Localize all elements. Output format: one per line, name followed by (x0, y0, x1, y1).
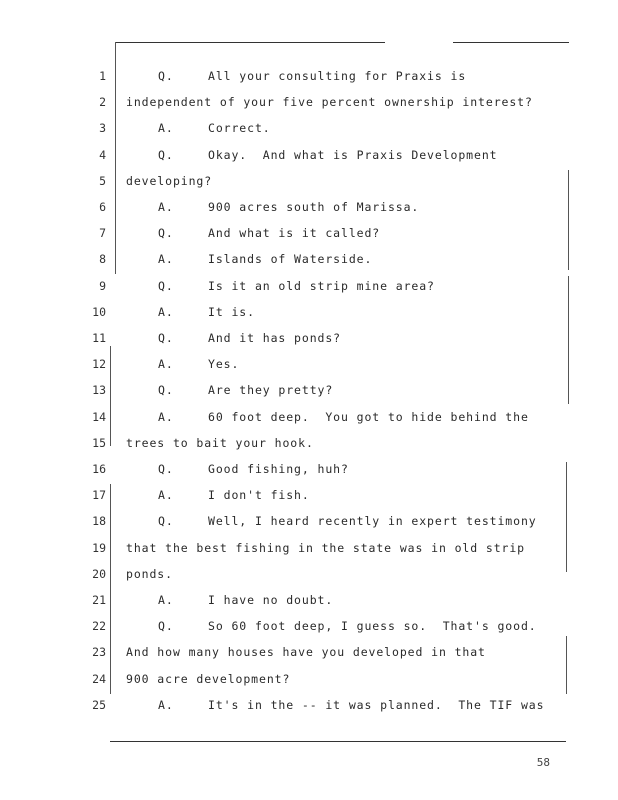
transcript-line (0, 302, 618, 328)
line-number: 4 (99, 147, 106, 162)
transcript-line (0, 564, 618, 590)
line-number: 17 (92, 488, 106, 503)
testimony-text: And how many houses have you developed in that (126, 645, 486, 660)
testimony-text: It is. (208, 304, 255, 319)
line-number: 11 (92, 331, 106, 345)
testimony-text: Are they pretty? (208, 383, 334, 398)
transcript-line (0, 145, 618, 171)
bottom-border (110, 741, 566, 742)
line-number: 23 (92, 645, 106, 660)
transcript-line (0, 354, 618, 380)
speaker-label: Q. (158, 278, 174, 293)
speaker-label: Q. (158, 226, 174, 241)
speaker-label: Q. (158, 514, 174, 529)
testimony-text: that the best fishing in the state was in old strip (126, 540, 526, 555)
testimony-text: Good fishing, huh? (208, 462, 349, 476)
speaker-label: A. (158, 697, 174, 712)
transcript-line (0, 616, 618, 642)
line-number: 14 (92, 409, 106, 424)
line-text (158, 488, 310, 502)
speaker-label: A. (158, 200, 174, 214)
testimony-text: independent of your five percent ownership interest? (126, 95, 533, 110)
transcript-line (0, 695, 618, 721)
line-text (158, 121, 271, 135)
transcript-line (0, 171, 618, 197)
page-number: 58 (536, 756, 550, 769)
line-text (158, 305, 255, 319)
testimony-text: And it has ponds? (208, 331, 342, 345)
line-number: 15 (92, 435, 106, 450)
line-number: 2 (99, 95, 106, 110)
transcript-line (0, 433, 618, 459)
line-text (158, 462, 349, 476)
testimony-text: 60 foot deep. You got to hide behind the (208, 409, 529, 424)
transcript-line (0, 669, 618, 695)
line-text (158, 148, 497, 162)
line-text (158, 226, 380, 240)
top-border-left (115, 42, 385, 43)
line-number: 16 (92, 462, 106, 476)
line-text (158, 69, 466, 83)
line-text (158, 331, 341, 345)
transcript-line (0, 118, 618, 144)
top-border-right (453, 42, 569, 43)
testimony-text: Correct. (208, 121, 271, 136)
speaker-label: A. (158, 593, 174, 607)
testimony-text: Well, I heard recently in expert testimony (208, 514, 537, 529)
speaker-label: Q. (158, 619, 174, 634)
line-number: 7 (99, 226, 106, 241)
line-text (126, 541, 525, 555)
speaker-label: Q. (158, 331, 174, 345)
line-text (158, 279, 435, 293)
line-number: 5 (99, 173, 106, 188)
line-text (126, 174, 212, 188)
line-number: 22 (92, 619, 106, 634)
line-text (158, 383, 333, 397)
testimony-text: And what is it called? (208, 226, 381, 241)
transcript-line (0, 590, 618, 616)
speaker-label: A. (158, 409, 174, 424)
line-number: 19 (92, 540, 106, 555)
line-text (126, 95, 533, 109)
line-text (158, 357, 239, 371)
speaker-label: Q. (158, 147, 174, 162)
line-number: 18 (92, 514, 106, 529)
line-number: 12 (92, 357, 106, 372)
transcript-line (0, 538, 618, 564)
testimony-text: Is it an old strip mine area? (208, 278, 435, 293)
testimony-text: Islands of Waterside. (208, 252, 373, 267)
speaker-label: A. (158, 121, 174, 136)
transcript-line (0, 407, 618, 433)
line-number: 1 (99, 69, 106, 83)
testimony-text: 900 acre development? (126, 671, 291, 686)
speaker-label: Q. (158, 462, 174, 476)
line-number: 8 (99, 252, 106, 267)
line-text (126, 645, 486, 659)
line-text (158, 514, 537, 528)
testimony-text: Okay. And what is Praxis Development (208, 147, 498, 162)
speaker-label: Q. (158, 69, 174, 83)
testimony-text: 900 acres south of Marissa. (208, 200, 420, 214)
line-number: 21 (92, 593, 106, 607)
line-text (158, 410, 529, 424)
line-number: 9 (99, 278, 106, 293)
transcript-line (0, 276, 618, 302)
transcript-line (0, 249, 618, 275)
testimony-text: I have no doubt. (208, 593, 334, 607)
testimony-text: It's in the -- it was planned. The TIF was (208, 697, 545, 712)
line-number: 6 (99, 200, 106, 214)
line-text (158, 698, 544, 712)
speaker-label: A. (158, 357, 174, 372)
line-number: 10 (92, 304, 106, 319)
testimony-text: trees to bait your hook. (126, 435, 314, 450)
line-text (158, 619, 537, 633)
line-text (158, 593, 333, 607)
testimony-text: Yes. (208, 357, 240, 372)
line-number: 24 (92, 671, 106, 686)
testimony-text: So 60 foot deep, I guess so. That's good. (208, 619, 537, 634)
line-number: 25 (92, 697, 106, 712)
transcript-line (0, 380, 618, 406)
transcript-line (0, 459, 618, 485)
testimony-text: All your consulting for Praxis is (208, 69, 467, 83)
transcript-line (0, 485, 618, 511)
testimony-text: ponds. (126, 566, 173, 581)
line-text (126, 567, 173, 581)
transcript-line (0, 328, 618, 354)
transcript-line (0, 223, 618, 249)
transcript-line (0, 66, 618, 92)
line-text (158, 252, 372, 266)
line-text (126, 672, 290, 686)
line-number: 20 (92, 566, 106, 581)
speaker-label: Q. (158, 383, 174, 398)
line-number: 3 (99, 121, 106, 136)
testimony-text: developing? (126, 173, 213, 188)
line-text (126, 436, 314, 450)
line-text (158, 200, 419, 214)
testimony-text: I don't fish. (208, 488, 310, 503)
transcript-line (0, 197, 618, 223)
transcript-line (0, 92, 618, 118)
speaker-label: A. (158, 488, 174, 503)
transcript-line (0, 642, 618, 668)
speaker-label: A. (158, 252, 174, 267)
line-number: 13 (92, 383, 106, 398)
speaker-label: A. (158, 304, 174, 319)
transcript-line (0, 511, 618, 537)
